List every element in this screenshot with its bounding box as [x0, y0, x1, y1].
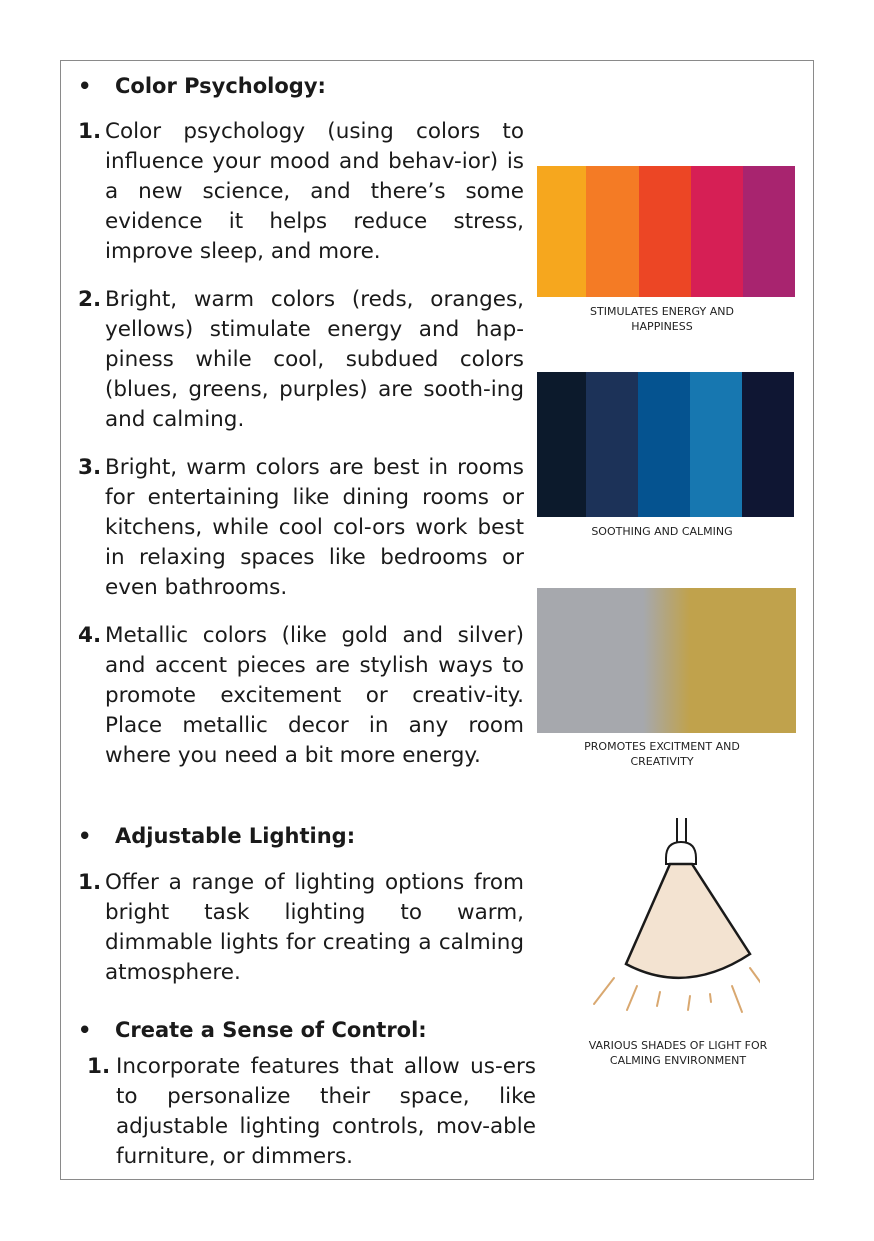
bullet: •: [78, 74, 92, 98]
pendant-lamp-illustration: [590, 818, 760, 1033]
list-item: [78, 868, 524, 988]
swatch-navy: [586, 372, 638, 517]
swatch-black-navy: [537, 372, 586, 517]
lamp-socket: [666, 842, 696, 864]
bullet: •: [78, 824, 92, 848]
lamp-caption: [560, 1038, 796, 1068]
cool-palette: [537, 372, 794, 517]
list-item: [78, 453, 524, 603]
light-ray: [710, 994, 711, 1002]
item-number: 2.: [78, 287, 102, 312]
caption-line: PROMOTES EXCITMENT AND: [584, 740, 740, 753]
item-text: Bright, warm colors are best in rooms for entertaining like dining rooms or kitchens, while cool col-ors work best in relaxing spaces like bedrooms or even bathrooms.: [105, 455, 524, 600]
swatch-magenta: [743, 166, 795, 297]
caption-line: CREATIVITY: [630, 755, 694, 768]
item-number: 1.: [78, 119, 102, 144]
light-ray: [627, 986, 637, 1010]
caption-line: CALMING ENVIRONMENT: [609, 1054, 747, 1067]
swatch-dark-indigo: [742, 372, 794, 517]
lamp-light-cone: [626, 864, 750, 978]
list-item: [78, 621, 524, 771]
swatch-pink: [691, 166, 743, 297]
bullet: •: [78, 1018, 92, 1042]
swatch-red: [639, 166, 691, 297]
item-text: Color psychology (using colors to influence your mood and behav-ior) is a new science, and there’s some evidence it helps reduce stress, improve sleep, and more.: [105, 119, 524, 264]
item-number: 1.: [87, 1054, 111, 1079]
item-text: Bright, warm colors (reds, oranges, yellows) stimulate energy and hap-piness while cool, subdued colors (blues, greens, purples) are sooth-ing and calming.: [105, 287, 524, 432]
item-text: Offer a range of lighting options from bright task lighting to warm, dimmable lights for creating a calming atmosphere.: [105, 870, 524, 985]
metallic-palette-caption: [537, 739, 787, 769]
light-ray: [657, 992, 660, 1006]
swatch-orange: [586, 166, 639, 297]
caption-line: STIMULATES ENERGY AND: [590, 305, 734, 318]
heading-title: Adjustable Lighting:: [115, 824, 356, 848]
warm-palette: [537, 166, 795, 297]
swatch-blue: [638, 372, 690, 517]
item-text: Metallic colors (like gold and silver) and accent pieces are stylish ways to promote excitement or creativ-ity. Place metallic decor in any room where you need a bit more energy.: [105, 623, 524, 768]
item-number: 3.: [78, 455, 102, 480]
caption-line: VARIOUS SHADES OF LIGHT FOR: [588, 1039, 768, 1052]
swatch-light-blue: [690, 372, 742, 517]
heading-title: Create a Sense of Control:: [115, 1018, 427, 1042]
caption-line: HAPPINESS: [631, 320, 693, 333]
heading-sense-of-control: [78, 1017, 427, 1043]
light-ray: [750, 968, 760, 990]
light-ray: [732, 986, 742, 1012]
warm-palette-caption: [537, 304, 787, 334]
item-number: 1.: [78, 870, 102, 895]
light-ray: [688, 996, 690, 1010]
list-item: [78, 117, 524, 267]
heading-title: Color Psychology:: [115, 74, 326, 98]
list-item: [78, 1052, 536, 1172]
heading-adjustable-lighting: [78, 823, 355, 849]
metallic-palette: [537, 588, 796, 733]
light-ray: [594, 978, 614, 1004]
list-item: [78, 285, 524, 435]
cool-palette-caption: SOOTHING AND CALMING: [591, 525, 733, 538]
heading-color-psychology: [78, 73, 326, 99]
item-number: 4.: [78, 623, 102, 648]
swatch-orange-yellow: [537, 166, 586, 297]
item-text: Incorporate features that allow us-ers to personalize their space, like adjustable lighting controls, mov-able furniture, or dimmers.: [116, 1054, 536, 1169]
